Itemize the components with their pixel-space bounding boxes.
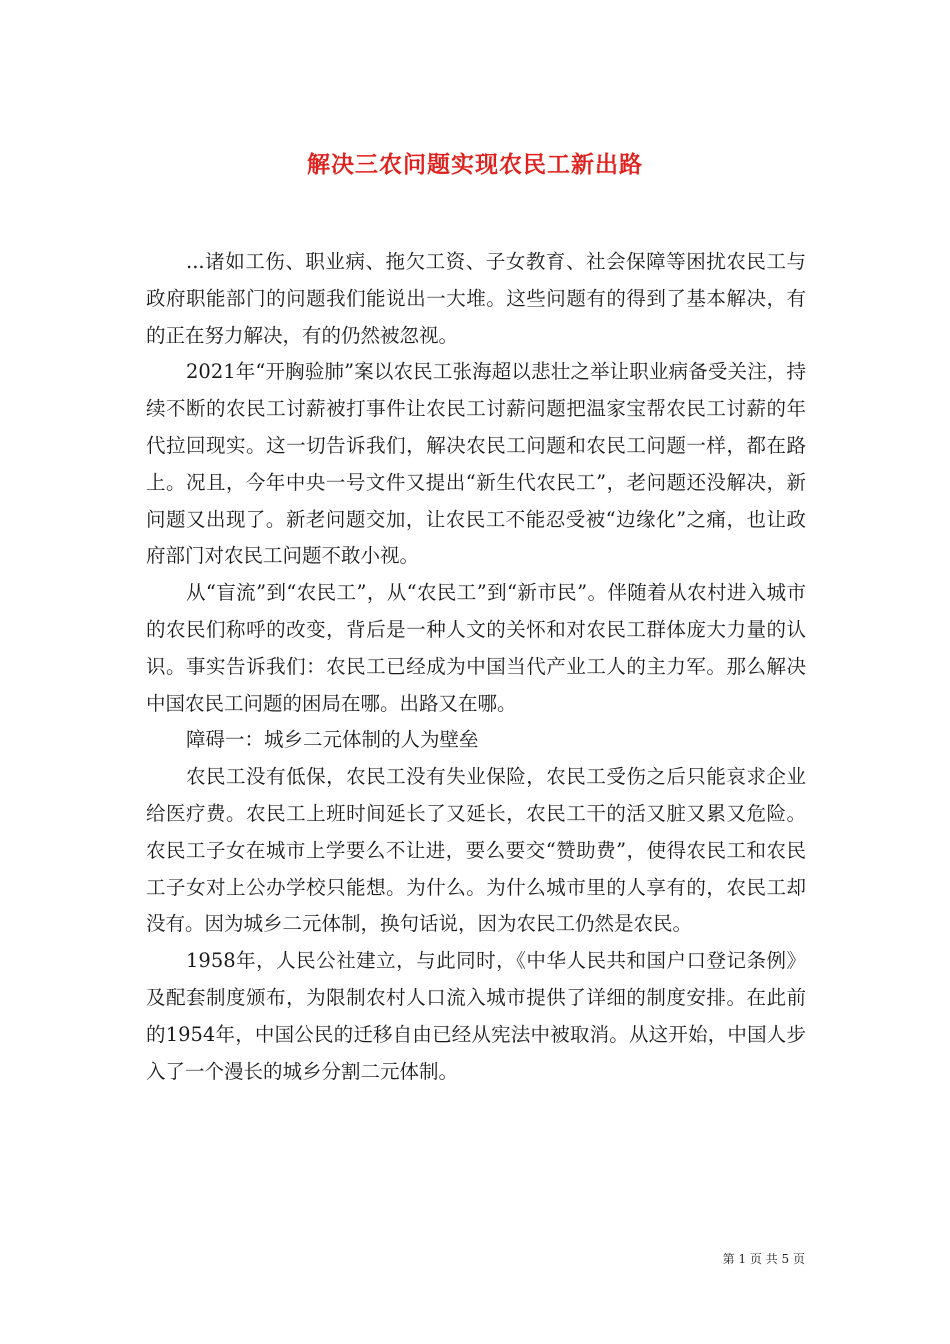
paragraph: 农民工没有低保，农民工没有失业保险，农民工受伤之后只能哀求企业给医疗费。农民工上班时间延长了又延长，农民工干的活又脏又累又危险。农民工子女在城市上学要么不让进，要么要交“赞助费”，使得农民工和农民工子女对上公办学校只能想。为什么。为什么城市里的人享有的，农民工却没有。因为城乡二元体制，换句话说，因为农民工仍然是农民。	[146, 765, 806, 936]
section-heading: 障碍一：城乡二元体制的人为壁垒	[186, 728, 479, 752]
document-body	[146, 244, 806, 1090]
paragraph: 2021年“开胸验肺”案以农民工张海超以悲壮之举让职业病备受关注，持续不断的农民工讨薪被打事件让农民工讨薪问题把温家宝帮农民工讨薪的年代拉回现实。这一切告诉我们，解决农民工问题和农民工问题一样，都在路上。况且，今年中央一号文件又提出“新生代农民工”，老问题还没解决，新问题又出现了。新老问题交加，让农民工不能忍受被“边缘化”之痛，也让政府部门对农民工问题不敢小视。	[146, 360, 806, 568]
paragraph: 1958年，人民公社建立，与此同时，《中华人民共和国户口登记条例》及配套制度颁布，为限制农村人口流入城市提供了详细的制度安排。在此前的1954年，中国公民的迁移自由已经从宪法中被取消。从这开始，中国人步入了一个漫长的城乡分割二元体制。	[146, 949, 806, 1083]
paragraph: ...诸如工伤、职业病、拖欠工资、子女教育、社会保障等困扰农民工与政府职能部门的问题我们能说出一大堆。这些问题有的得到了基本解决，有的正在努力解决，有的仍然被忽视。	[146, 250, 806, 347]
document-title: 解决三农问题实现农民工新出路	[307, 151, 643, 179]
paragraph: 从“盲流”到“农民工”，从“农民工”到“新市民”。伴随着从农村进入城市的农民们称呼的改变，背后是一种人文的关怀和对农民工群体庞大力量的认识。事实告诉我们：农民工已经成为中国当代产业工人的主力军。那么解决中国农民工问题的困局在哪。出路又在哪。	[146, 581, 806, 715]
page-number-footer: 第 1 页 共 5 页	[722, 1252, 805, 1266]
